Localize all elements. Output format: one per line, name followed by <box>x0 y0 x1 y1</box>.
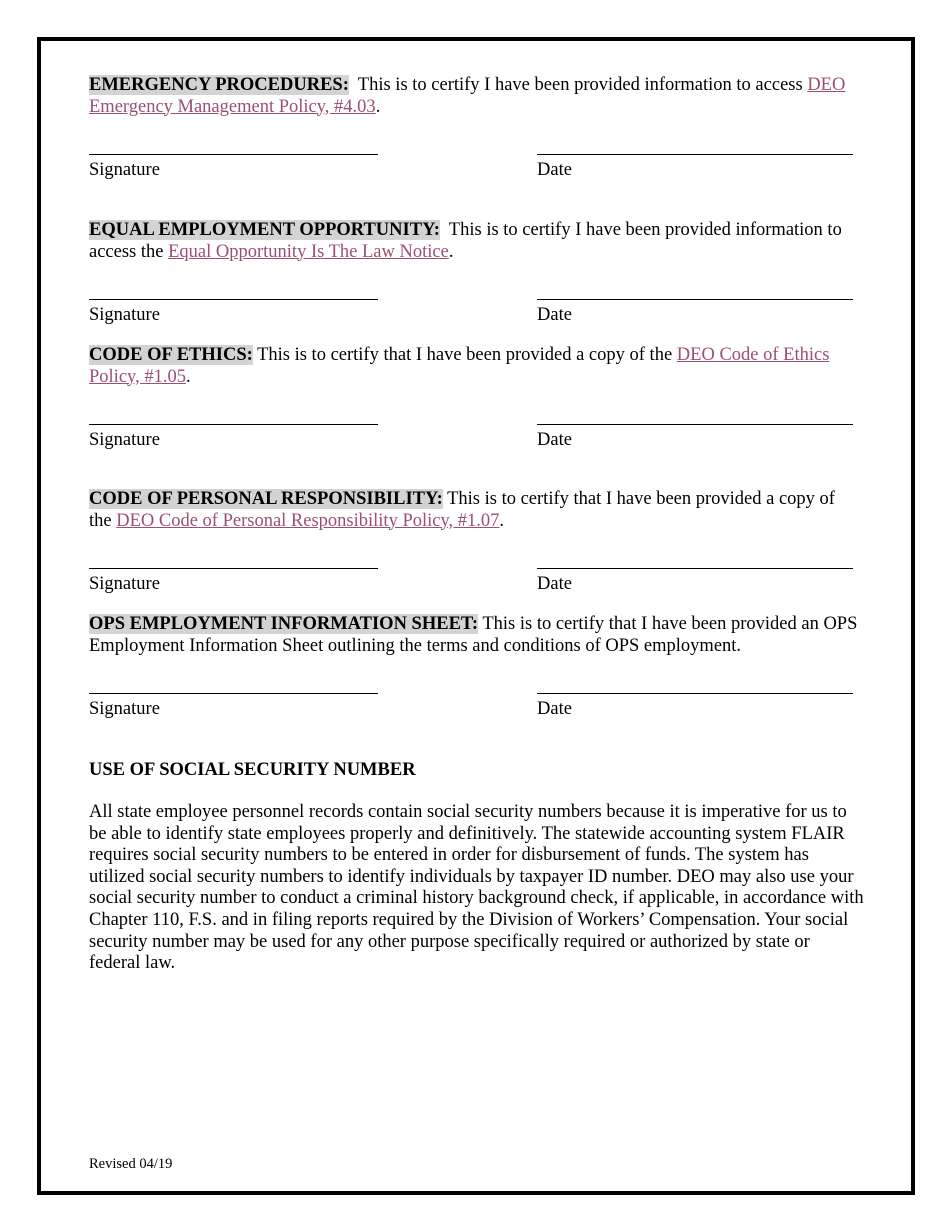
ethics-signature-line[interactable] <box>89 424 378 425</box>
eeo-signature-line[interactable] <box>89 299 378 300</box>
emergency-signature-label: Signature <box>89 160 160 180</box>
ops-signature-line[interactable] <box>89 693 378 694</box>
ops-information-sheet-heading: OPS EMPLOYMENT INFORMATION SHEET: <box>89 614 479 634</box>
personal-responsibility-heading: CODE OF PERSONAL RESPONSIBILITY: <box>89 489 443 509</box>
responsibility-date-label: Date <box>537 574 572 594</box>
equal-employment-text: This is to certify I have been provided information to access the <box>89 220 847 262</box>
personal-responsibility-policy-link[interactable]: DEO Code of Personal Responsibility Policy, #1.07 <box>116 510 500 531</box>
ops-signature-label: Signature <box>89 699 160 719</box>
emergency-procedures-period: . <box>375 96 381 117</box>
ops-information-sheet-text: This is to certify that I have been provided an OPS Employment Information Sheet outlining the terms and conditions of OPS employment. <box>89 614 863 656</box>
ethics-date-label: Date <box>537 430 572 450</box>
emergency-date-label: Date <box>537 160 572 180</box>
personal-responsibility-period: . <box>499 510 505 531</box>
emergency-procedures-certification <box>89 75 859 118</box>
personal-responsibility-text: This is to certify that I have been provided a copy of the <box>89 489 840 531</box>
emergency-signature-line[interactable] <box>89 154 378 155</box>
code-of-ethics-policy-link[interactable]: DEO Code of Ethics Policy, #1.05 <box>89 345 830 387</box>
responsibility-signature-label: Signature <box>89 574 160 594</box>
equal-employment-certification <box>89 220 859 263</box>
code-of-ethics-heading: CODE OF ETHICS: <box>89 345 253 365</box>
eeo-date-line[interactable] <box>537 299 853 300</box>
code-of-ethics-period: . <box>185 366 191 387</box>
revision-date: Revised 04/19 <box>89 1156 173 1172</box>
responsibility-date-line[interactable] <box>537 568 853 569</box>
ops-date-line[interactable] <box>537 693 853 694</box>
equal-opportunity-notice-link[interactable]: Equal Opportunity Is The Law Notice <box>168 241 449 262</box>
ssn-body-paragraph: All state employee personnel records contain social security numbers because it is imperative for us to be able to identify state employees properly and definitively. The statewide accounting system FLAIR requires social security numbers to be entered in order for disbursement of funds. The system has utilized social security numbers to identify individuals by taxpayer ID number. DEO may also use your social security number to conduct a criminal history background check, if applicable, in accordance with Chapter 110, F.S. and in filing reports required by the Division of Workers’ Compensation. Your social security number may be used for any other purpose specifically required or authorized by state or federal law. <box>89 802 864 974</box>
emergency-date-line[interactable] <box>537 154 853 155</box>
eeo-signature-label: Signature <box>89 305 160 325</box>
ethics-signature-label: Signature <box>89 430 160 450</box>
equal-employment-heading: EQUAL EMPLOYMENT OPPORTUNITY: <box>89 220 440 240</box>
personal-responsibility-certification <box>89 489 859 532</box>
ssn-heading: USE OF SOCIAL SECURITY NUMBER <box>89 760 416 780</box>
ops-information-sheet-certification <box>89 614 863 657</box>
code-of-ethics-certification <box>89 345 859 388</box>
responsibility-signature-line[interactable] <box>89 568 378 569</box>
emergency-procedures-heading: EMERGENCY PROCEDURES: <box>89 75 349 95</box>
ethics-date-line[interactable] <box>537 424 853 425</box>
eeo-date-label: Date <box>537 305 572 325</box>
equal-employment-period: . <box>448 241 454 262</box>
code-of-ethics-text: This is to certify that I have been provided a copy of the <box>252 345 677 365</box>
emergency-management-policy-link[interactable]: DEO Emergency Management Policy, #4.03 <box>89 75 846 117</box>
emergency-procedures-text: This is to certify I have been provided information to access <box>348 75 808 95</box>
ops-date-label: Date <box>537 699 572 719</box>
